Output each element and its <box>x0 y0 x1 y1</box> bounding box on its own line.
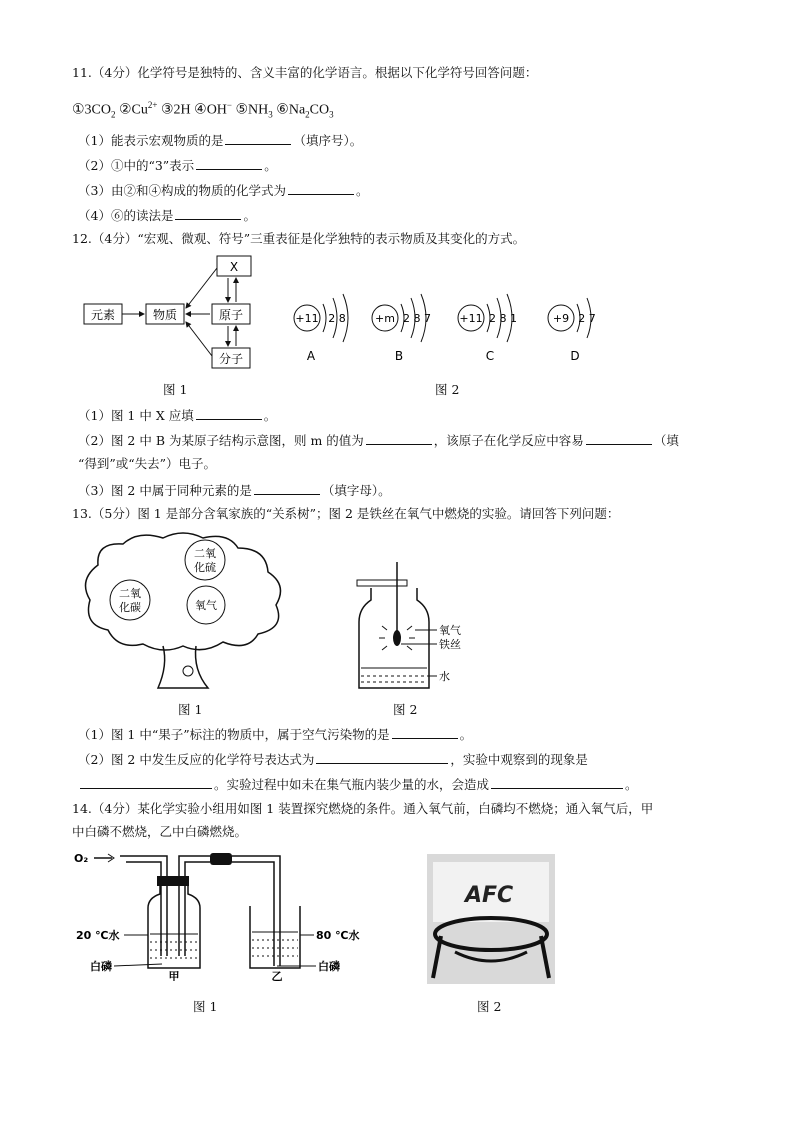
fruit-so2-label-2: 化硫 <box>194 561 216 574</box>
water-label: 水 <box>439 670 450 683</box>
svg-text:2 8 7: 2 8 7 <box>403 312 431 325</box>
answer-blank[interactable] <box>491 774 623 789</box>
q14-fig2-caption: 图 2 <box>477 999 502 1014</box>
molecule-label: 分子 <box>218 352 244 366</box>
jia-label: 甲 <box>168 970 180 981</box>
t80-label: 80 ℃水 <box>316 929 360 942</box>
arrow <box>186 322 212 356</box>
svg-text:2 8: 2 8 <box>328 312 346 325</box>
tree-trunk <box>158 646 208 688</box>
q12-part3: （3）图 2 中属于同种元素的是 （填字母）。 <box>78 480 391 500</box>
q11-part4: （4）⑥的读法是 。 <box>78 205 256 225</box>
tree-crown <box>86 533 281 650</box>
q13-stem: 13.（5分）图 1 是部分含氧家族的“关系树”；图 2 是铁丝在氧气中燃烧的实验。请回答下列问题： <box>72 506 620 521</box>
connector-tube <box>179 856 210 956</box>
q13-jar-apparatus <box>355 560 495 695</box>
svg-text:A: A <box>306 349 316 363</box>
answer-blank[interactable] <box>254 480 320 495</box>
answer-blank[interactable] <box>175 205 241 220</box>
q13-relation-tree <box>78 530 293 695</box>
svg-text:+11: +11 <box>295 312 319 325</box>
q13-part2-cont: 。实验过程中如未在集气瓶内装少量的水，会造成 。 <box>78 774 638 794</box>
q12-fig2-caption: 图 2 <box>435 382 460 397</box>
t20-label: 20 ℃水 <box>76 929 120 942</box>
yi-label: 乙 <box>271 970 283 981</box>
answer-blank[interactable] <box>196 405 262 420</box>
svg-text:2 8 1: 2 8 1 <box>489 312 517 325</box>
q12-fig1-caption: 图 1 <box>163 382 188 397</box>
fruit-so2 <box>185 540 225 580</box>
atom-a <box>294 294 348 363</box>
fruit-o2-label: 氧气 <box>195 599 217 612</box>
answer-blank[interactable] <box>196 155 262 170</box>
answer-blank[interactable] <box>586 430 652 445</box>
svg-text:B: B <box>394 349 404 363</box>
svg-text:D: D <box>570 349 580 363</box>
rubber-joint <box>210 853 232 865</box>
answer-blank[interactable] <box>392 724 458 739</box>
q11-stem: 11.（4分）化学符号是独特的、含义丰富的化学语言。根据以下化学符号回答问题： <box>72 65 538 80</box>
trunk-knot <box>183 666 193 676</box>
element-label: 元素 <box>90 308 116 322</box>
svg-text:+9: +9 <box>552 312 570 325</box>
o2-inlet-label: O₂ <box>74 852 89 865</box>
q12-part2: （2）图 2 中 B 为某原子结构示意图，则 m 的值为 ，该原子在化学反应中容易 （填 <box>78 430 679 450</box>
svg-text:C: C <box>485 349 495 363</box>
q12-part1: （1）图 1 中 X 应填 。 <box>78 405 276 425</box>
answer-blank[interactable] <box>80 774 212 789</box>
inlet-tube <box>120 856 167 956</box>
q14-stem-line1: 14.（4分）某化学实验小组用如图 1 装置探究燃烧的条件。通入氧气前，白磷均不燃烧；通入氧气后，甲 <box>72 801 654 816</box>
glass-plate <box>357 580 407 586</box>
beaker-yi <box>250 906 300 968</box>
fruit-so2-label-1: 二氧 <box>194 547 216 560</box>
fruit-co2-label-2: 化碳 <box>119 601 141 614</box>
stopper <box>157 876 189 886</box>
q12-fig1-diagram <box>80 252 260 372</box>
q13-part2: （2）图 2 中发生反应的化学符号表达式为 ，实验中观察到的现象是 <box>78 749 588 769</box>
fruit-co2-label-1: 二氧 <box>119 587 141 600</box>
q13-fig1-caption: 图 1 <box>178 702 203 717</box>
answer-blank[interactable] <box>316 749 448 764</box>
cup-logo: AFC <box>465 883 514 908</box>
q14-fig2-photo <box>425 852 557 987</box>
atom-d <box>548 298 596 363</box>
answer-blank[interactable] <box>366 430 432 445</box>
q11-symbols: $①3CO_2$ $②Cu^{2+}$ ③2H ④OH− $⑤NH_3$ $⑥Na_2CO_3$ <box>72 100 334 120</box>
atom-c <box>458 294 517 363</box>
atom-b <box>372 294 431 363</box>
atom-label: 原子 <box>218 308 244 322</box>
fruit-co2 <box>110 580 150 620</box>
answer-blank[interactable] <box>225 130 291 145</box>
x-label: X <box>229 260 239 274</box>
q11-part2: （2）①中的“3”表示 。 <box>78 155 277 175</box>
q12-part2-cont: “得到”或“失去”）电子。 <box>78 456 217 471</box>
q11-part3: （3）由②和④构成的物质的化学式为 。 <box>78 180 368 200</box>
q13-part1: （1）图 1 中“果子”标注的物质中，属于空气污染物的是 。 <box>78 724 472 744</box>
arrow <box>186 268 217 308</box>
burning-wire <box>393 630 401 646</box>
oxygen-label: 氧气 <box>439 624 461 637</box>
svg-text:2 7: 2 7 <box>578 312 596 325</box>
q14-fig1-caption: 图 1 <box>193 999 218 1014</box>
white-phosphorus-label-yi: 白磷 <box>318 960 340 973</box>
q12-fig2-atoms <box>285 280 625 365</box>
white-phosphorus-label-jia: 白磷 <box>90 960 112 973</box>
iron-wire-label: 铁丝 <box>439 638 461 651</box>
q13-fig2-caption: 图 2 <box>393 702 418 717</box>
svg-text:+11: +11 <box>459 312 483 325</box>
q14-fig1-apparatus <box>72 846 372 981</box>
flask-jia <box>148 886 200 968</box>
q11-part1: （1）能表示宏观物质的是 （填序号）。 <box>78 130 362 150</box>
answer-blank[interactable] <box>288 180 354 195</box>
svg-text:+m: +m <box>375 312 395 325</box>
q14-stem-line2: 中白磷不燃烧，乙中白磷燃烧。 <box>72 824 248 839</box>
q12-stem: 12.（4分）“宏观、微观、符号”三重表征是化学独特的表示物质及其变化的方式。 <box>72 231 526 246</box>
outlet-tube <box>232 856 280 966</box>
matter-label: 物质 <box>152 308 178 322</box>
